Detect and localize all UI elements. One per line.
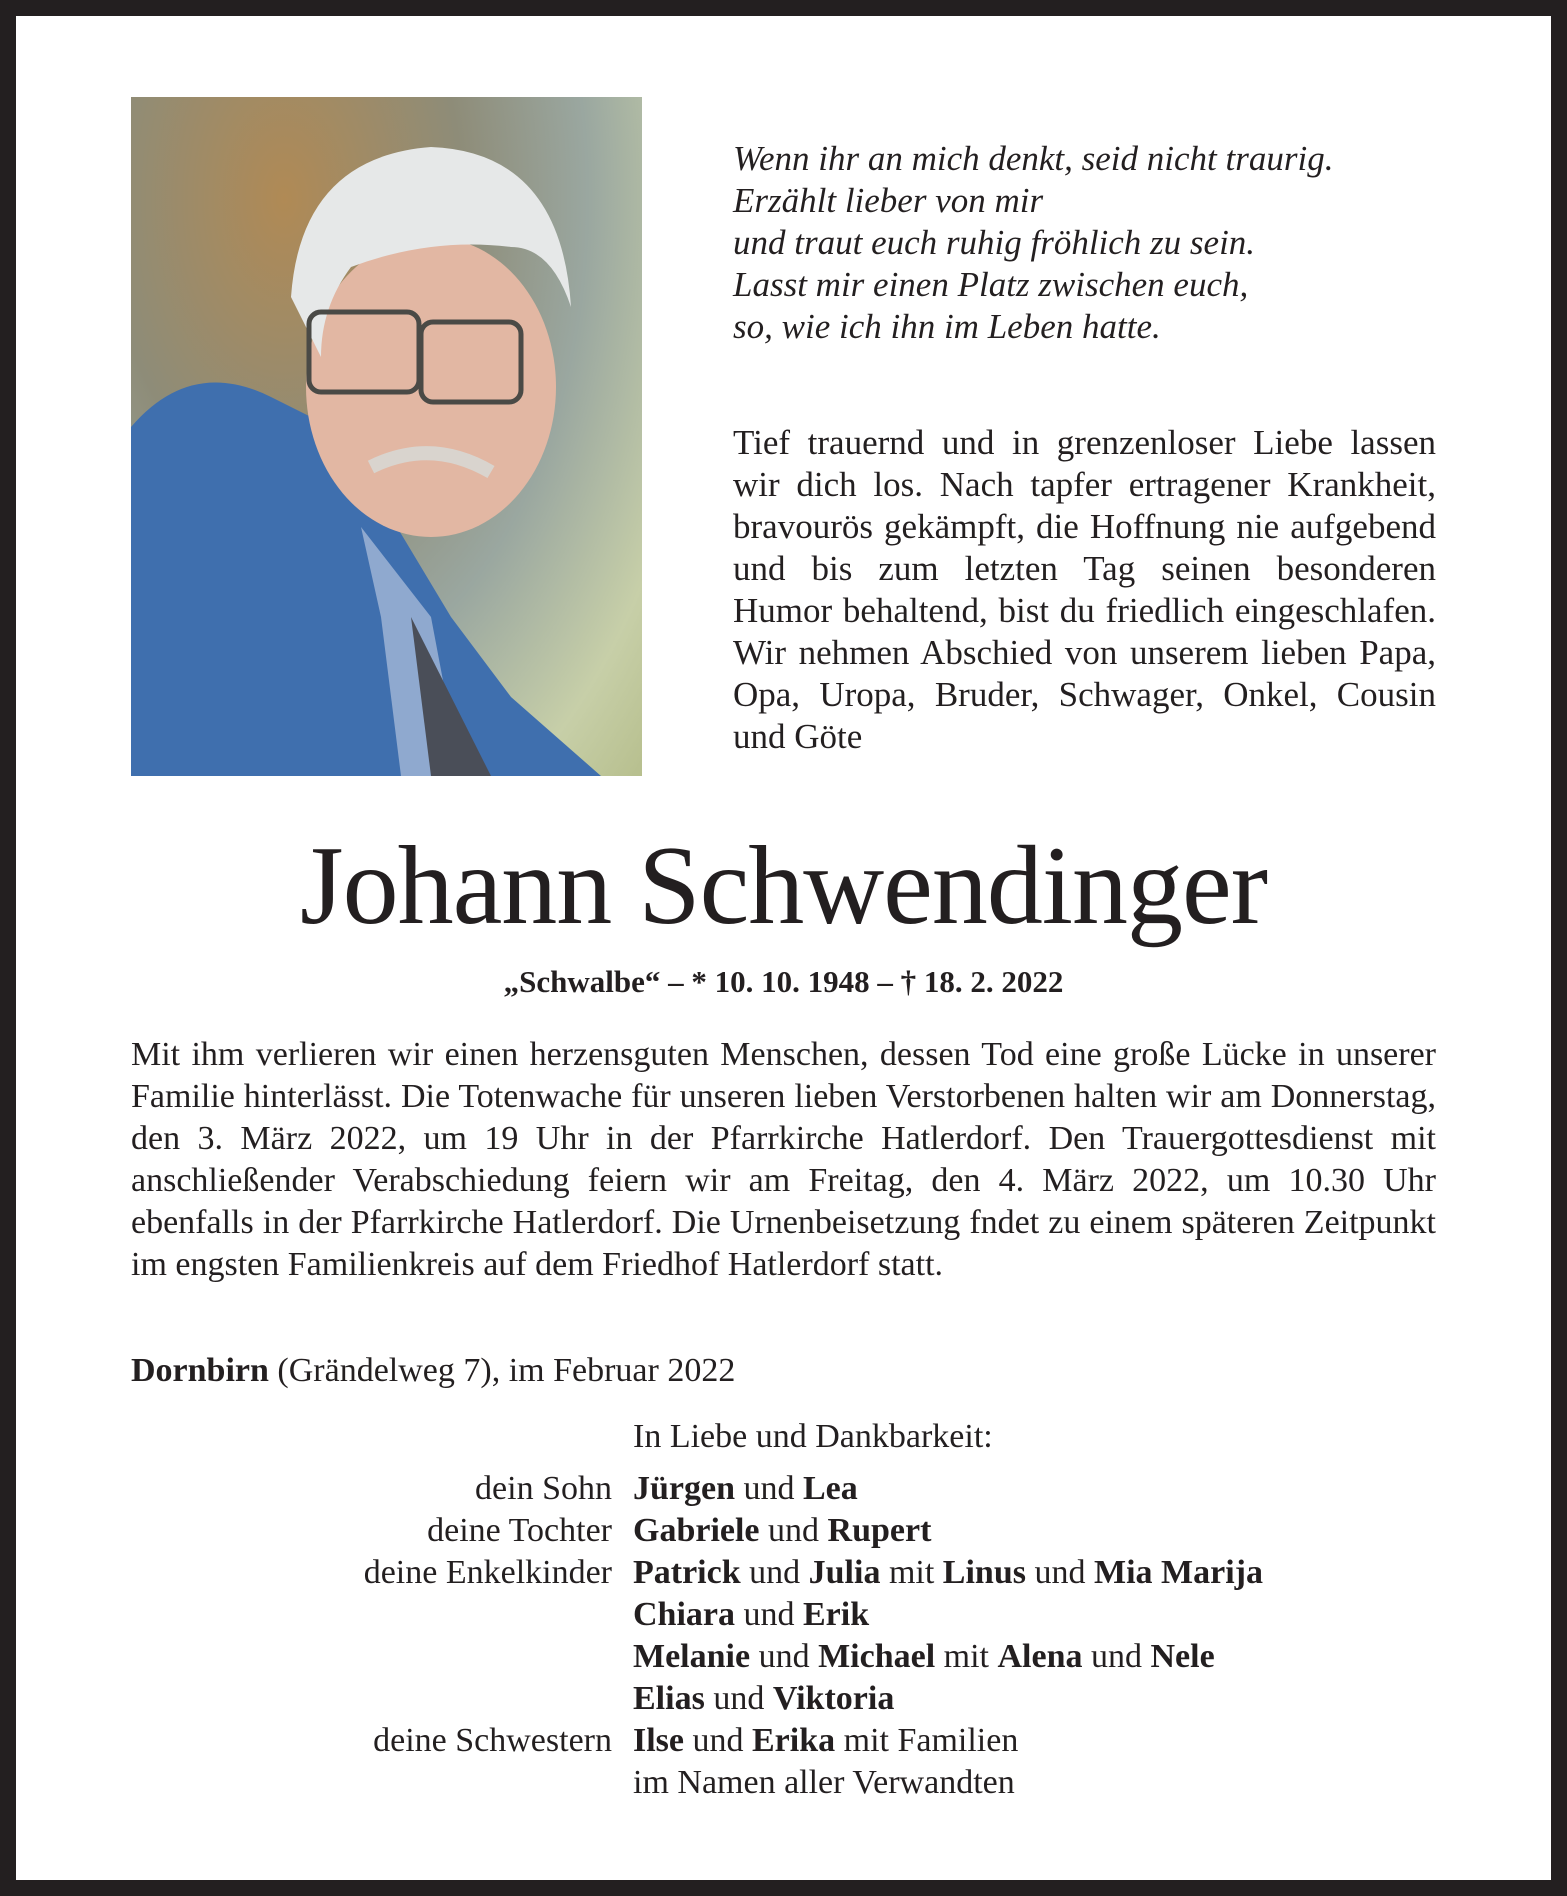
obituary-page [16,16,1551,1880]
relation-names [633,1720,1018,1762]
family-row [16,1552,1551,1594]
connector-text: und [735,1596,803,1633]
funeral-details: Mit ihm verlieren wir einen herzensguten Menschen, dessen Tod eine große Lücke in unserer Familie hinterlässt. Die Totenwache für unseren lieben Verstorbenen halten wir am Donnerstag, den 3. März 2022, um 19 Uhr in der Pfarrkirche Hatlerdorf. Den Trauergottesdienst mit anschließender Verabschiedung feiern wir am Freitag, den 4. März 2022, um 10.30 Uhr ebenfalls in der Pfarrkirche Hatlerdorf. Die Urnenbeisetzung fndet zu einem späteren Zeitpunkt im engsten Familienkreis auf dem Friedhof Hatlerdorf statt. [131,1036,1436,1283]
person-name: Viktoria [772,1680,895,1717]
relation-names [633,1636,1215,1678]
relation-names [633,1468,858,1510]
intro-paragraph: Tief trauernd und in grenzenloser Liebe lassen wir dich los. Nach tapfer ertragener Krankheit, bravourös gekämpft, die Hoffnung nie aufgebend und bis zum letzten Tag seinen besonderen Humor behaltend, bist du friedlich eingeschlafen. Wir nehmen Abschied von unserem lieben Papa, Opa, Uropa, Bruder, Schwager, Onkel, Cousin und Göte [733,423,1436,756]
person-name: Elias [633,1680,705,1717]
relation-names [633,1552,1263,1594]
place-rest: (Grändelweg 7), im Februar 2022 [268,1352,736,1389]
relation-names [633,1510,931,1552]
relation-label [16,1636,633,1678]
family-row [16,1636,1551,1678]
relation-label: deine Enkelkinder [363,1554,612,1591]
relation-label [16,1594,633,1636]
relation-names [633,1678,894,1720]
family-row [16,1678,1551,1720]
poem-line: so, wie ich ihn im Leben hatte. [733,307,1161,346]
person-name: Patrick [633,1554,741,1591]
person-name: Mia Marija [1093,1554,1263,1591]
connector-text: und [735,1470,803,1507]
person-name: Rupert [827,1512,932,1549]
connector-text: und [759,1512,828,1549]
connector-text: mit Familien [835,1722,1019,1759]
family-row [16,1594,1551,1636]
poem-line: Wenn ihr an mich denkt, seid nicht traurig. [733,139,1334,178]
place-date [131,1352,735,1390]
relation-label [16,1762,633,1804]
person-name: Nele [1150,1638,1215,1675]
connector-text: und [684,1722,752,1759]
person-name: Alena [997,1638,1083,1675]
connector-text: und [1025,1554,1094,1591]
relation-names [633,1762,1015,1804]
family-row [16,1720,1551,1762]
connector-text: und [704,1680,773,1717]
family-row [16,1762,1551,1804]
life-dates: „Schwalbe“ – * 10. 10. 1948 – † 18. 2. 2022 [503,964,1064,999]
person-name: Melanie [633,1638,751,1675]
place-city: Dornbirn [131,1352,269,1389]
poem-line: Lasst mir einen Platz zwischen euch, [733,265,1249,304]
person-name: Erik [803,1596,870,1633]
connector-text: mit [880,1554,943,1591]
person-name: Julia [808,1554,881,1591]
family-row [16,1468,1551,1510]
person-name: Lea [803,1470,858,1507]
connector-text: mit [935,1638,998,1675]
poem-line: Erzählt lieber von mir [733,181,1044,220]
person-name: Jürgen [633,1470,735,1507]
connector-text: und [750,1638,819,1675]
connector-text: und [740,1554,809,1591]
relation-label: dein Sohn [475,1470,612,1507]
person-name: Erika [752,1722,836,1759]
thanks-line: In Liebe und Dankbarkeit: [633,1418,993,1455]
person-name: Gabriele [633,1512,760,1549]
relation-names [633,1594,869,1636]
person-name: Linus [942,1554,1026,1591]
deceased-name: Johann Schwendinger [299,824,1267,948]
connector-text: im Namen aller Verwandten [633,1764,1015,1801]
relation-label [16,1678,633,1720]
person-name: Chiara [633,1596,735,1633]
poem [733,138,1333,348]
connector-text: und [1082,1638,1151,1675]
family-row [16,1510,1551,1552]
person-name: Ilse [633,1722,684,1759]
relation-label: deine Schwestern [373,1722,612,1759]
family-list [16,1468,1551,1804]
portrait-photo [131,97,642,776]
poem-line: und traut euch ruhig fröhlich zu sein. [733,223,1256,262]
relation-label: deine Tochter [427,1512,612,1549]
person-name: Michael [818,1638,936,1675]
